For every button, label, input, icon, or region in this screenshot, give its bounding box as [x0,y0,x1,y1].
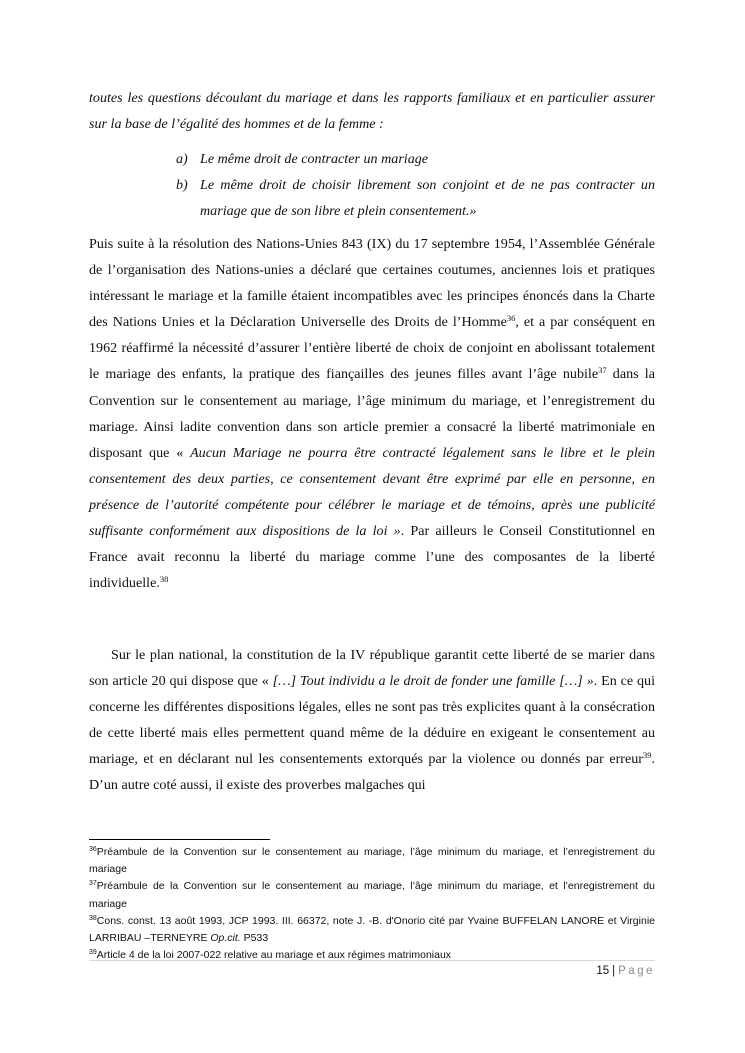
intro-text: toutes les questions découlant du mariage et dans les rapports familiaux et en particulier assurer sur la base de l’égalité des hommes et de la femme : [89,90,655,133]
convention-quote: Aucun Mariage ne pourra être contracté légalement sans le libre et le plein consentement des deux parties, ce consentement devant être exprimé par elle en personne, en présence de l’autorité compétente pour célébrer le mariage et de témoins, après une publicité suffisante conformément aux dispositions de la loi » [89,444,655,540]
footnote-ref[interactable]: 38 [159,574,169,585]
constitution-quote: […] Tout individu a le droit de fonder une famille […] » [272,673,594,690]
paragraph-text: Sur le plan national, la constitution de la IV république garantit cette liberté de se marier dans son article 20 qui dispose que « [89,647,655,690]
list-item-text: Le même droit de choisir librement son conjoint et de ne pas contracter un mariage que de son libre et plein consentement.» [200,177,655,220]
list-marker: b) [176,177,188,194]
footnote-text: Article 4 de la loi 2007-022 relative au mariage et aux régimes matrimoniaux [96,949,452,962]
footnote [89,878,655,912]
paragraph-text: . D’un autre coté aussi, il existe des proverbes malgaches qui [89,751,655,794]
footnote-text: P533 [240,932,269,945]
footnote-number: 36 [89,846,97,853]
rights-list [89,146,655,224]
page-footer [89,960,655,977]
footnotes [89,844,655,964]
page-number: 15 [596,965,610,977]
paragraph-text: . Par ailleurs le Conseil Constitutionnel en France avait reconnu la liberté du mariage comme l’une des composantes de la liberté individuelle. [89,523,655,592]
footnote-text: Préambule de la Convention sur le consentement au mariage, l’âge minimum du mariage, et l’enregistrement du mariage [89,846,655,876]
footnote-separator [89,839,270,840]
page-label: Page [618,965,655,977]
list-marker: a) [176,151,188,167]
nations-paragraph [89,231,655,596]
footnote-text: Cons. const. 13 août 1993, JCP 1993. III. 66372, note J. -B. d'Onorio cité par Yvaine BUFFELAN LANORE et Virginie LARRIBAU –TERNEYRE [89,914,655,945]
footnote-number: 37 [89,880,97,888]
paragraph-text: dans la Convention sur le consentement au mariage, l’âge minimum du mariage, et l’enregistrement du mariage. Ainsi ladite convention dans son article premier a consacré la liberté matrimoniale en disposant que « [89,366,655,461]
footnote-text: Préambule de la Convention sur le consentement au mariage, l’âge minimum du mariage, et l’enregistrement du mariage [89,880,655,910]
footnote-ref[interactable]: 36 [506,313,516,324]
footnote-ref[interactable]: 39 [642,750,652,761]
footnote [89,844,655,878]
paragraph-text: . En ce qui concerne les différentes dispositions légales, elles ne sont pas très explicites quant à la consécration de cette liberté mais elles permettent quand même de la déduire en exigeant le consentement au mariage, et en déclarant nul les consentements extorqués par la violence ou donnés par erreur [89,673,656,768]
footnote [89,913,655,947]
list-item [89,172,655,224]
footnote-number: 38 [89,914,97,922]
footnote-citation: Op.cit. [210,932,241,945]
list-item-text: Le même droit de contracter un mariage [200,151,429,167]
page-separator: | [612,965,616,977]
list-item [89,146,655,172]
footnote-ref[interactable]: 37 [598,365,607,376]
paragraph-text: Puis suite à la résolution des Nations-Unies 843 (IX) du 17 septembre 1954, l’Assemblée Générale de l’organisation des Nations-unies a déclaré que certaines coutumes, anciennes lois et pratiques intéressant le mariage et la famille étaient incompatibles avec les principes énoncés dans la Charte des Nations Unies et la Déclaration Universelle des Droits de l’Homme [89,236,655,331]
intro-paragraph [89,85,655,137]
national-paragraph [89,642,655,799]
footnote-number: 39 [89,949,97,957]
paragraph-text: , et a par conséquent en 1962 réaffirmé la nécessité d’assurer l’entière liberté de choix de conjoint en abolissant totalement le mariage des enfants, la pratique des fiançailles des jeunes filles avant l’âge nubile [89,314,655,383]
